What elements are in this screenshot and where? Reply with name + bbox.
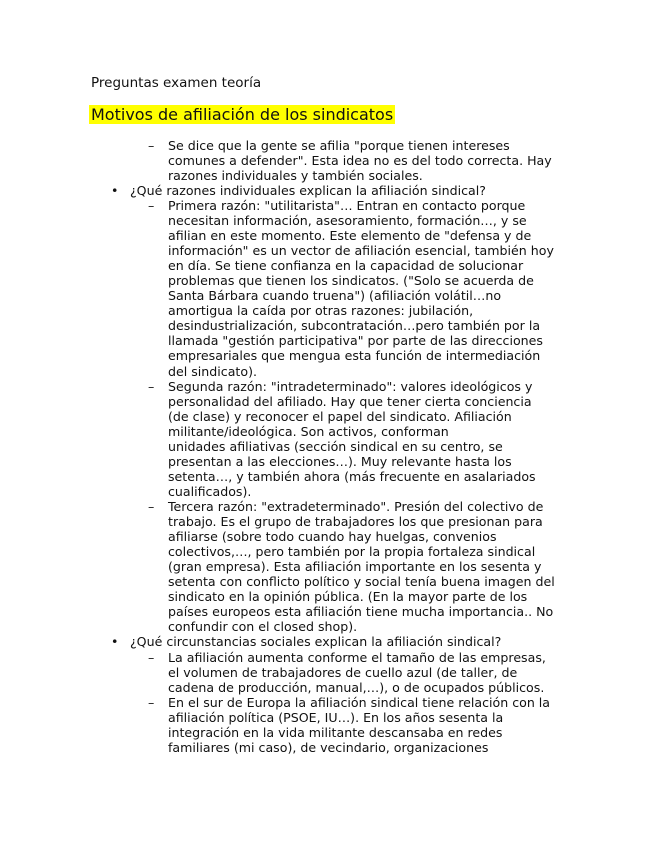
question-text: ¿Qué razones individuales explican la afiliación sindical? xyxy=(130,183,486,198)
text-line: setenta…, y también ahora (más frecuente en asalariados xyxy=(168,469,536,485)
question-2 xyxy=(130,634,501,649)
reason-3-paragraph xyxy=(168,499,555,634)
dash-marker: – xyxy=(148,379,155,394)
text-line: unidades afiliativas (sección sindical en su centro, se xyxy=(168,439,503,455)
text-line: afilian en este momento. Este elemento de "defensa y de xyxy=(168,228,532,244)
dash-marker: – xyxy=(148,138,155,153)
social-2-paragraph xyxy=(168,695,550,755)
text-line: setenta con conflicto político y social tenía buena imagen del xyxy=(168,574,555,590)
text-line: llamada "gestión participativa" por parte de las direcciones xyxy=(168,333,543,349)
text-line: personalidad del afiliado. Hay que tener cierta conciencia xyxy=(168,394,532,410)
text-line: La afiliación aumenta conforme el tamaño de las empresas, xyxy=(168,650,546,665)
dash-marker: – xyxy=(148,198,155,213)
text-line: afiliación política (PSOE, IU…). En los años sesenta la xyxy=(168,710,504,726)
text-line: cadena de producción, manual,…), o de ocupados públicos. xyxy=(168,680,545,696)
text-line: Santa Bárbara cuando truena") (afiliación volátil…no xyxy=(168,288,502,304)
reason-2-paragraph xyxy=(168,379,536,499)
text-line: cualificados). xyxy=(168,484,252,500)
highlighted-title: Motivos de afiliación de los sindicatos xyxy=(91,105,394,124)
text-line: Primera razón: "utilitarista"… Entran en contacto porque xyxy=(168,198,526,213)
text-line: colectivos,…, pero también por la propia fortaleza sindical xyxy=(168,544,536,560)
text-line: Se dice que la gente se afilia "porque tienen intereses xyxy=(168,138,510,153)
text-line: (de clase) y reconocer el papel del sindicato. Afiliación xyxy=(168,409,512,425)
text-line: Tercera razón: "extradeterminado". Presión del colectivo de xyxy=(168,499,544,514)
text-line: (gran empresa). Esta afiliación importante en los sesenta y xyxy=(168,559,542,575)
text-line: amortigua la caída por otras razones: jubilación, xyxy=(168,303,474,319)
page-header: Preguntas examen teoría xyxy=(91,75,262,91)
text-line: trabajo. Es el grupo de trabajadores los que presionan para xyxy=(168,514,543,530)
dash-marker: – xyxy=(148,499,155,514)
text-line: militante/ideológica. Son activos, conforman xyxy=(168,424,449,440)
text-line: Segunda razón: "intradeterminado": valores ideológicos y xyxy=(168,379,533,394)
text-line: del sindicato). xyxy=(168,363,257,379)
text-line: confundir con el closed shop). xyxy=(168,619,358,635)
text-line: información" es un vector de afiliación esencial, también hoy xyxy=(168,243,554,259)
question-1 xyxy=(130,183,486,198)
text-line: en día. Se tiene confianza en la capacidad de solucionar xyxy=(168,258,524,274)
bullet-marker: • xyxy=(111,183,119,198)
intro-paragraph xyxy=(168,138,552,183)
text-line: afiliarse (sobre todo cuando hay huelgas, convenios xyxy=(168,529,497,545)
text-line: comunes a defender". Esta idea no es del todo correcta. Hay xyxy=(168,153,552,169)
text-line: presentan a las elecciones…). Muy relevante hasta los xyxy=(168,454,512,470)
reason-1-paragraph xyxy=(168,198,554,379)
text-line: necesitan información, asesoramiento, formación…, y se xyxy=(168,213,527,229)
social-1-paragraph xyxy=(168,650,546,695)
text-line: desindustrialización, subcontratación…pero también por la xyxy=(168,318,541,334)
section-title xyxy=(89,104,395,126)
dash-marker: – xyxy=(148,650,155,665)
text-line: sindicato en la opinión pública. (En la mayor parte de los xyxy=(168,589,528,605)
text-line: razones individuales y también sociales. xyxy=(168,168,423,184)
dash-marker: – xyxy=(148,695,155,710)
text-line: familiares (mi caso), de vecindario, organizaciones xyxy=(168,740,489,756)
question-text: ¿Qué circunstancias sociales explican la afiliación sindical? xyxy=(130,634,502,649)
text-line: problemas que tienen los sindicatos. ("Solo se acuerda de xyxy=(168,273,534,289)
text-line: empresariales que mengua esta función de intermediación xyxy=(168,348,541,364)
text-line: países europeos esta afiliación tiene mucha importancia.. No xyxy=(168,604,554,620)
text-line: En el sur de Europa la afiliación sindical tiene relación con la xyxy=(168,695,551,710)
bullet-marker: • xyxy=(111,634,119,649)
text-line: integración en la vida militante descansaba en redes xyxy=(168,725,503,741)
text-line: el volumen de trabajadores de cuello azul (de taller, de xyxy=(168,665,518,681)
